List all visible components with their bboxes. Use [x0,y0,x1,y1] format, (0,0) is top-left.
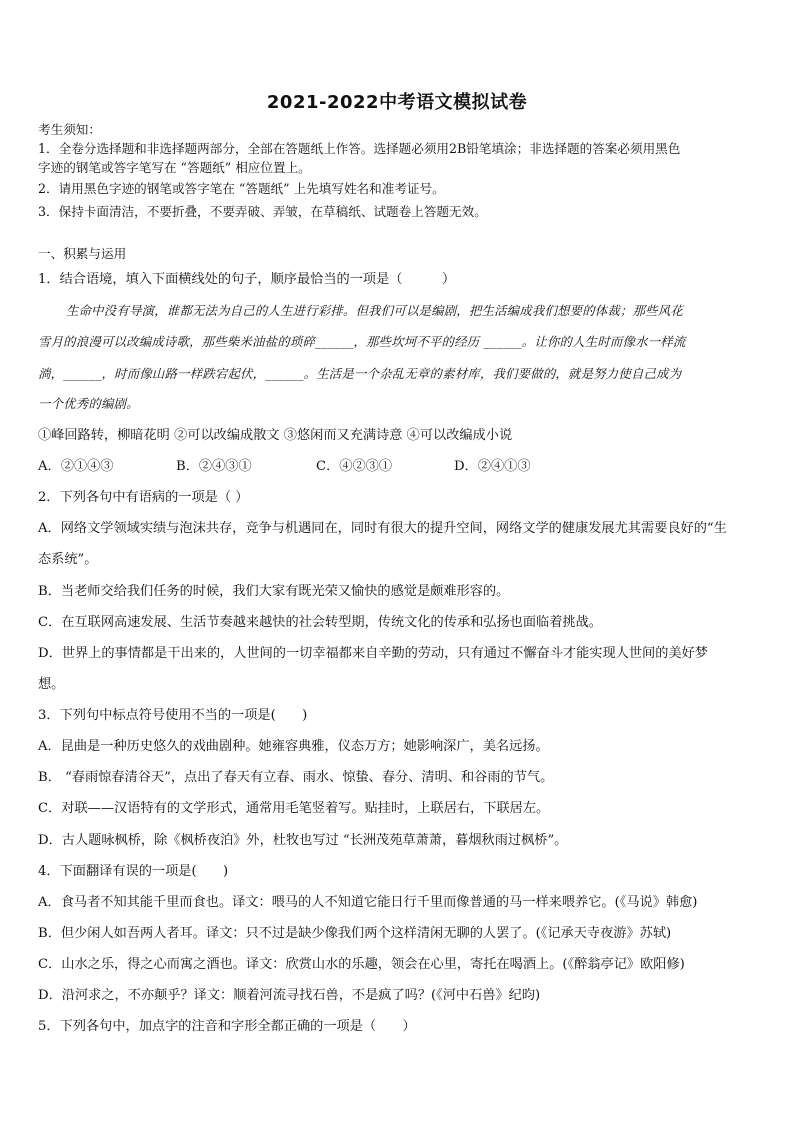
answer-line: D．古人题咏枫桥，除《枫桥夜泊》外，杜牧也写过 “长洲茂苑草萧萧，暮烟秋雨过枫桥”。 [38,833,568,848]
answer-line: B．但少闲人如吾两人者耳。译文：只不过是缺少像我们两个这样清闲无聊的人罢了。(《记承天寺夜游》苏轼) [38,926,672,941]
question-stem: 2．下列各句中有语病的一项是（ ） [38,490,249,505]
answer-line: A．昆曲是一种历史悠久的戏曲剧种。她雍容典雅，仪态万方；她影响深广，美名远扬。 [38,739,549,754]
notice-line: 1．全卷分选择题和非选择题两部分，全部在答题纸上作答。选择题必须用2B铅笔填涂；非选择题的答案必须用黑色 [38,141,681,156]
passage-line: 雪月的浪漫可以改编成诗歌，那些柴米油盐的琐碎______，那些坎坷不平的经历 ______。让你的人生时而像水一样流 [38,334,686,349]
notice-line: 3．保持卡面清洁，不要折叠，不要弄破、弄皱，在草稿纸、试题卷上答题无效。 [38,204,487,219]
choices-line: ①峰回路转，柳暗花明 ②可以改编成散文 ③悠闲而又充满诗意 ④可以改编成小说 [38,428,513,443]
answer-line: 想。 [38,677,65,692]
option-a[interactable]: A．②①④③ [38,459,114,474]
answer-line: C．山水之乐，得之心而寓之酒也。译文：欣赏山水的乐趣，领会在心里，寄托在喝酒上。(《醉翁亭记》欧阳修) [38,957,685,972]
answer-line: C．在互联网高速发展、生活节奏越来越快的社会转型期，传统文化的传承和弘扬也面临着挑战。 [38,615,602,630]
answer-line: A．网络文学领域实绩与泡沫共存，竞争与机遇同在，同时有很大的提升空间，网络文学的健康发展尤其需要良好的“生 [38,521,727,536]
passage-line: 一个优秀的编剧。 [38,396,139,411]
notice-heading: 考生须知： [38,122,101,137]
page-title: 2021-2022中考语文模拟试卷 [266,92,528,113]
notice-line: 2．请用黑色字迹的钢笔或答字笔在 “答题纸” 上先填写姓名和准考证号。 [38,181,445,196]
answer-line: D．世界上的事情都是干出来的，人世间的一切幸福都来自辛勤的劳动，只有通过不懈奋斗才能实现人世间的美好梦 [38,646,708,661]
option-b[interactable]: B．②④③① [176,459,252,474]
answer-line: A．食马者不知其能千里而食也。译文：喂马的人不知道它能日行千里而像普通的马一样来喂养它。(《马说》韩愈) [38,895,698,910]
question-stem: 5．下列各句中，加点字的注音和字形全都正确的一项是（ ） [38,1019,416,1034]
passage-line: 生命中没有导演，谁都无法为自己的人生进行彩排。但我们可以是编剧，把生活编成我们想要的体裁；那些风花 [66,303,683,318]
option-c[interactable]: C．④②③① [316,459,393,474]
question-stem: 3．下列句中标点符号使用不当的一项是( ) [38,708,308,723]
answer-line: D．沿河求之，不亦颠乎？译文：顺着河流寻找石兽，不是疯了吗？(《河中石兽》纪昀) [38,988,541,1003]
question-stem: 1．结合语境，填入下面横线处的句子，顺序最恰当的一项是（ ） [38,272,456,287]
notice-line: 字迹的钢笔或答字笔写在 “答题纸” 相应位置上。 [38,160,311,175]
section-heading: 一、积累与运用 [38,246,127,261]
answer-line: C．对联——汉语特有的文学形式，通常用毛笔竖着写。贴挂时，上联居右，下联居左。 [38,801,550,816]
answer-line: B．当老师交给我们任务的时候，我们大家有既光荣又愉快的感觉是颇难形容的。 [38,584,510,599]
answer-line: B． “春雨惊春清谷天”，点出了春天有立春、雨水、惊蛰、春分、清明、和谷雨的节气。 [38,770,554,785]
option-row [38,459,531,475]
question-stem: 4．下面翻译有误的一项是( ) [38,864,229,879]
answer-line: 态系统”。 [38,552,98,567]
passage-line: 淌，______，时而像山路一样跌宕起伏，______。生活是一个杂乱无章的素材库，我们要做的，就是努力使自己成为 [38,366,682,381]
option-d[interactable]: D．②④①③ [454,459,531,474]
